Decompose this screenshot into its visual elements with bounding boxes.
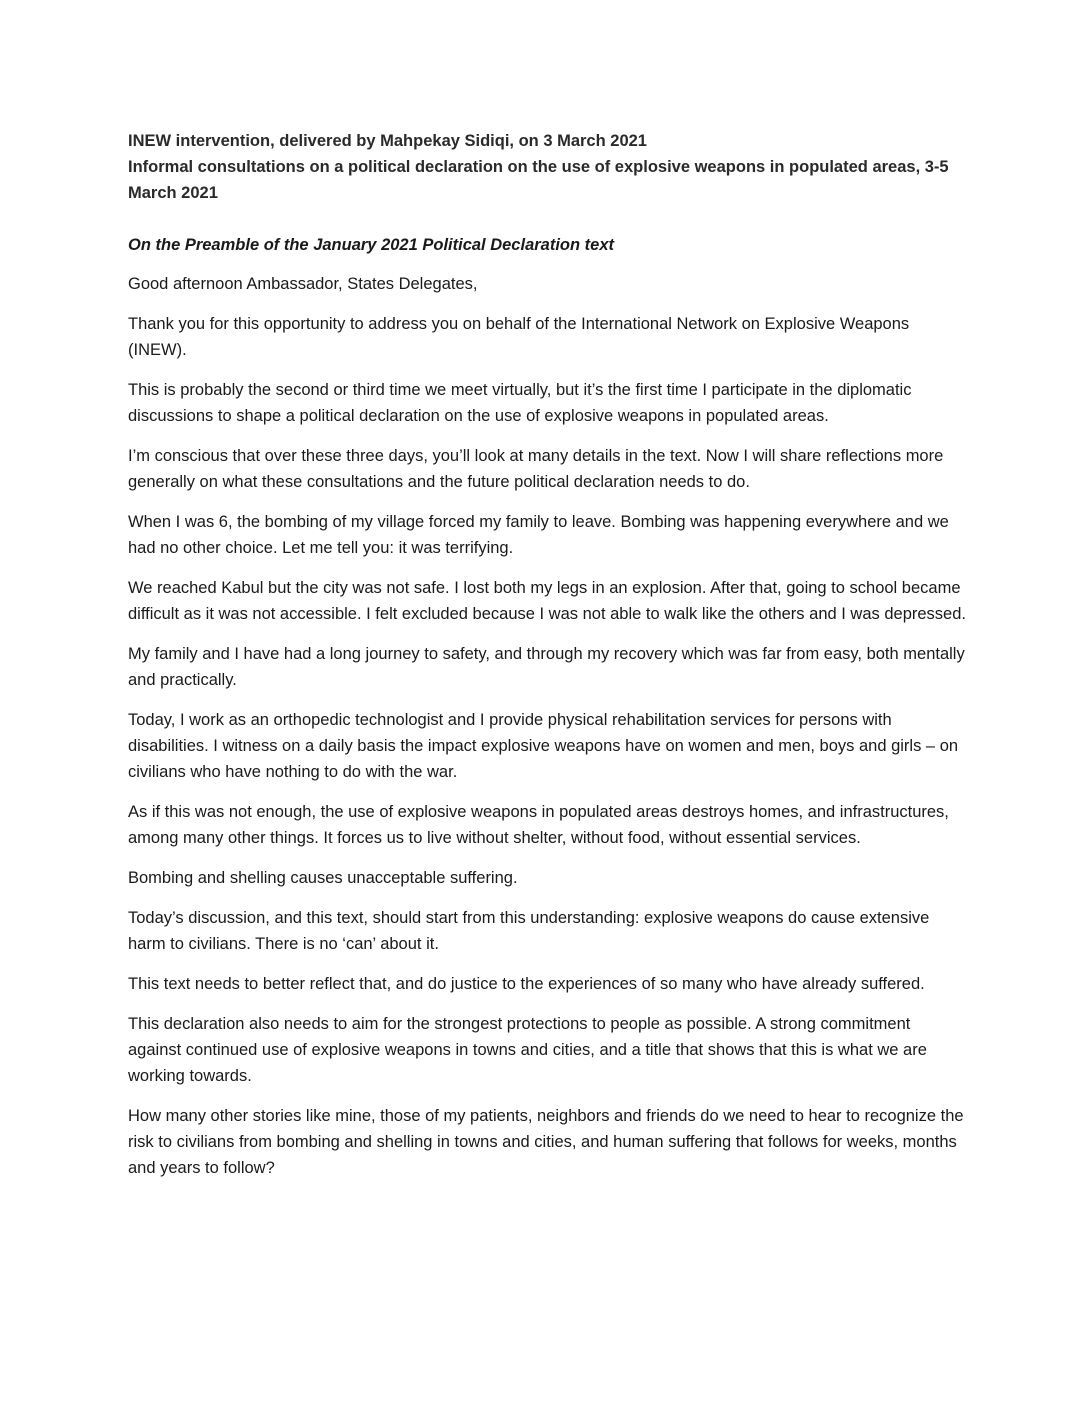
- paragraph: When I was 6, the bombing of my village forced my family to leave. Bombing was happening everywhere and we had no other choice. Let me tell you: it was terrifying.: [128, 513, 949, 557]
- paragraph: As if this was not enough, the use of explosive weapons in populated areas destroys homes, and infrastructures, among many other things. It forces us to live without shelter, without food, without essential services.: [128, 803, 949, 847]
- heading-line-consultations: Informal consultations on a political declaration on the use of explosive weapons in populated areas, 3-5 March 2021: [128, 158, 949, 202]
- heading-line-intervention: INEW intervention, delivered by Mahpekay Sidiqi, on 3 March 2021: [128, 132, 647, 150]
- paragraph: My family and I have had a long journey to safety, and through my recovery which was far from easy, both mentally and practically.: [128, 645, 965, 689]
- paragraph: This declaration also needs to aim for the strongest protections to people as possible. A strong commitment against continued use of explosive weapons in towns and cities, and a title that shows that this is what we are working towards.: [128, 1015, 927, 1085]
- paragraph: I’m conscious that over these three days, you’ll look at many details in the text. Now I will share reflections more generally on what these consultations and the future political declaration needs to do.: [128, 447, 944, 491]
- paragraph: Bombing and shelling causes unacceptable suffering.: [128, 869, 518, 887]
- paragraph: Thank you for this opportunity to address you on behalf of the International Network on Explosive Weapons (INEW).: [128, 315, 910, 359]
- paragraph: This text needs to better reflect that, and do justice to the experiences of so many who have already suffered.: [128, 975, 925, 993]
- paragraph: How many other stories like mine, those of my patients, neighbors and friends do we need to hear to recognize the risk to civilians from bombing and shelling in towns and cities, and human suffering that follows for weeks, months and years to follow?: [128, 1107, 964, 1177]
- paragraph-greeting: Good afternoon Ambassador, States Delegates,: [128, 275, 478, 293]
- document-heading: [128, 128, 968, 206]
- section-subtitle: On the Preamble of the January 2021 Political Declaration text: [128, 236, 615, 254]
- paragraph: We reached Kabul but the city was not safe. I lost both my legs in an explosion. After that, going to school became difficult as it was not accessible. I felt excluded because I was not able to walk like the others and I was depressed.: [128, 579, 966, 623]
- document-body: [128, 128, 968, 1195]
- paragraph: This is probably the second or third time we meet virtually, but it’s the first time I participate in the diplomatic discussions to shape a political declaration on the use of explosive weapons in populated areas.: [128, 381, 912, 425]
- paragraph: Today, I work as an orthopedic technologist and I provide physical rehabilitation services for persons with disabilities. I witness on a daily basis the impact explosive weapons have on women and men, boys and girls – on civilians who have nothing to do with the war.: [128, 711, 959, 781]
- paragraph: Today’s discussion, and this text, should start from this understanding: explosive weapons do cause extensive harm to civilians. There is no ‘can’ about it.: [128, 909, 930, 953]
